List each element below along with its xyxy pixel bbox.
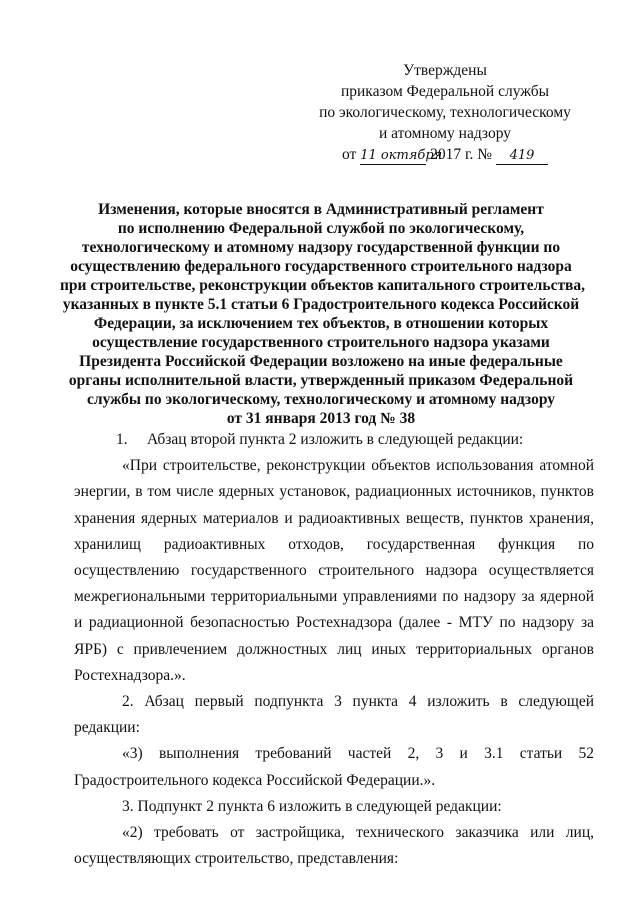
paragraph-6: «2) требовать от застройщика, технического заказчика или лиц, осуществляющих строительство, представления:	[74, 824, 594, 868]
title-line: осуществлению федерального государственного строительного надзора	[70, 258, 572, 275]
approval-line-3: по экологическому, технологическому	[319, 104, 571, 121]
approval-date-line	[300, 144, 590, 165]
title-line: технологическому и атомному надзору государственной функции по	[81, 239, 561, 256]
paragraph-3: 2. Абзац первый подпункта 3 пункта 4 изложить в следующей редакции:	[74, 693, 594, 737]
handwritten-order-number: 419	[496, 148, 548, 165]
approval-line-2: приказом Федеральной службы	[340, 83, 550, 100]
title-line: Федерации, за исключением тех объектов, в отношении которых	[93, 315, 549, 332]
paragraph-5: 3. Подпункт 2 пункта 6 изложить в следующей редакции:	[122, 797, 502, 815]
title-line: службы по экологическому, технологическому и атомному надзору	[87, 391, 555, 408]
approval-line-4: и атомному надзору	[379, 125, 511, 142]
title-line: при строительстве, реконструкции объектов капитального строительства,	[60, 277, 586, 294]
paragraph-2: «При строительстве, реконструкции объектов использования атомной энергии, в том числе ядерных установок, радиационных источников, пунктов хранения ядерных материалов и радиоактивных веществ, пунктов хранения, хранилищ радиоактивных отходов, государственная функция по осуществлению государственного строительного надзора осуществляется межрегиональными территориальными управлениями по надзору за ядерной и радиационной безопасностью Ростехнадзора (далее - МТУ по надзору за ЯРБ) с привлечением должностных лиц иных территориальных органов Ростехнадзора.».	[74, 457, 594, 684]
approval-block	[300, 60, 590, 165]
handwritten-date: 11 октября	[360, 148, 443, 163]
paragraph-4: «3) выполнения требований частей 2, 3 и 3.1 статьи 52 Градостроительного кодекса Российской Федерации.».	[74, 745, 594, 789]
date-suffix: 2017 г. №	[430, 146, 493, 163]
paragraph-1: 1. Абзац второй пункта 2 изложить в следующей редакции:	[116, 431, 524, 448]
title-line: Президента Российской Федерации возложено на иные федеральные	[79, 353, 563, 370]
date-prefix: от	[342, 146, 357, 163]
title-line: указанных в пункте 5.1 статьи 6 Градостроительного кодекса Российской	[62, 296, 580, 313]
title-line: осуществление государственного строительного надзора указами	[92, 334, 550, 351]
title-line: по исполнению Федеральной службой по экологическому,	[117, 220, 525, 237]
approval-line-1: Утверждены	[403, 62, 487, 79]
title-line: органы исполнительной власти, утвержденный приказом Федеральной	[68, 372, 574, 389]
document-title	[60, 200, 586, 428]
document-body	[74, 427, 594, 872]
title-line: от 31 января 2013 год № 38	[226, 410, 416, 427]
title-line: Изменения, которые вносятся в Административный регламент	[98, 201, 544, 218]
